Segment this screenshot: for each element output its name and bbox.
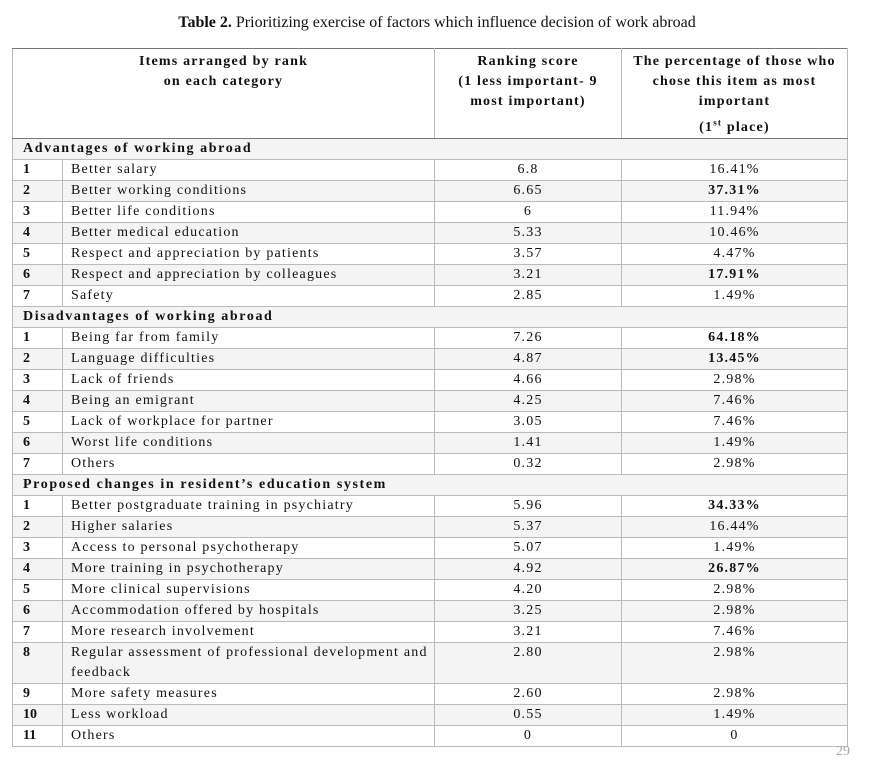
- percent-cell: 16.44%: [622, 516, 848, 537]
- item-cell: Safety: [63, 285, 435, 306]
- ranking-table: [12, 48, 848, 747]
- item-cell: Accommodation offered by hospitals: [63, 600, 435, 621]
- percent-cell: 7.46%: [622, 621, 848, 642]
- percent-cell: 1.49%: [622, 537, 848, 558]
- table-row: [13, 704, 848, 725]
- table-body: [13, 138, 848, 746]
- category-row: [13, 138, 848, 159]
- table-row: [13, 495, 848, 516]
- score-cell: 0.32: [435, 453, 622, 474]
- score-cell: 1.41: [435, 432, 622, 453]
- table-row: [13, 201, 848, 222]
- score-cell: 4.92: [435, 558, 622, 579]
- table-row: [13, 432, 848, 453]
- score-cell: 6.8: [435, 159, 622, 180]
- percent-cell: 64.18%: [622, 327, 848, 348]
- rank-cell: 6: [13, 432, 63, 453]
- item-cell: More clinical supervisions: [63, 579, 435, 600]
- score-cell: 4.66: [435, 369, 622, 390]
- percent-cell: 11.94%: [622, 201, 848, 222]
- rank-cell: 5: [13, 243, 63, 264]
- item-cell: Access to personal psychotherapy: [63, 537, 435, 558]
- rank-cell: 2: [13, 180, 63, 201]
- item-cell: Lack of workplace for partner: [63, 411, 435, 432]
- score-cell: 5.37: [435, 516, 622, 537]
- score-cell: 5.33: [435, 222, 622, 243]
- table-row: [13, 621, 848, 642]
- rank-cell: 1: [13, 159, 63, 180]
- percent-cell: 26.87%: [622, 558, 848, 579]
- rank-cell: 1: [13, 495, 63, 516]
- header-percentage-place: (1st place): [699, 117, 770, 135]
- item-cell: Better medical education: [63, 222, 435, 243]
- rank-cell: 9: [13, 683, 63, 704]
- table-row: [13, 159, 848, 180]
- table-row: [13, 390, 848, 411]
- page-number: 29: [836, 744, 850, 759]
- table-row: [13, 600, 848, 621]
- score-cell: 3.21: [435, 264, 622, 285]
- table-row: [13, 537, 848, 558]
- table-row: [13, 348, 848, 369]
- table-row: [13, 369, 848, 390]
- item-cell: Others: [63, 453, 435, 474]
- item-cell: Others: [63, 725, 435, 746]
- rank-cell: 7: [13, 285, 63, 306]
- item-cell: Respect and appreciation by patients: [63, 243, 435, 264]
- score-cell: 6.65: [435, 180, 622, 201]
- score-cell: 2.80: [435, 642, 622, 683]
- score-cell: 0.55: [435, 704, 622, 725]
- percent-cell: 1.49%: [622, 704, 848, 725]
- rank-cell: 5: [13, 411, 63, 432]
- score-cell: 4.25: [435, 390, 622, 411]
- table-row: [13, 180, 848, 201]
- score-cell: 4.87: [435, 348, 622, 369]
- rank-cell: 5: [13, 579, 63, 600]
- percent-cell: 13.45%: [622, 348, 848, 369]
- category-title: Disadvantages of working abroad: [13, 306, 848, 327]
- table-row: [13, 516, 848, 537]
- header-percentage-main: The percentage of those who chose this item as most important: [633, 54, 836, 109]
- item-cell: More safety measures: [63, 683, 435, 704]
- item-cell: Language difficulties: [63, 348, 435, 369]
- rank-cell: 4: [13, 558, 63, 579]
- percent-cell: 16.41%: [622, 159, 848, 180]
- item-cell: More research involvement: [63, 621, 435, 642]
- percent-cell: 7.46%: [622, 411, 848, 432]
- score-cell: 2.85: [435, 285, 622, 306]
- item-cell: Less workload: [63, 704, 435, 725]
- percent-cell: 2.98%: [622, 369, 848, 390]
- percent-cell: 2.98%: [622, 600, 848, 621]
- score-cell: 6: [435, 201, 622, 222]
- rank-cell: 4: [13, 390, 63, 411]
- header-percentage: [622, 49, 848, 139]
- item-cell: More training in psychotherapy: [63, 558, 435, 579]
- percent-cell: 17.91%: [622, 264, 848, 285]
- score-cell: 3.57: [435, 243, 622, 264]
- score-cell: 7.26: [435, 327, 622, 348]
- table-row: [13, 285, 848, 306]
- item-cell: Worst life conditions: [63, 432, 435, 453]
- score-cell: 4.20: [435, 579, 622, 600]
- percent-cell: 2.98%: [622, 642, 848, 683]
- rank-cell: 6: [13, 600, 63, 621]
- category-title: Advantages of working abroad: [13, 138, 848, 159]
- rank-cell: 3: [13, 537, 63, 558]
- table-row: [13, 327, 848, 348]
- rank-cell: 7: [13, 453, 63, 474]
- rank-cell: 3: [13, 201, 63, 222]
- item-cell: Better salary: [63, 159, 435, 180]
- table-caption-text: Prioritizing exercise of factors which influence decision of work abroad: [235, 14, 696, 31]
- table-row: [13, 453, 848, 474]
- percent-cell: 34.33%: [622, 495, 848, 516]
- table-row: [13, 222, 848, 243]
- table-row: [13, 683, 848, 704]
- score-cell: 3.21: [435, 621, 622, 642]
- item-cell: Better working conditions: [63, 180, 435, 201]
- rank-cell: 2: [13, 516, 63, 537]
- percent-cell: 2.98%: [622, 453, 848, 474]
- table-row: [13, 243, 848, 264]
- percent-cell: 1.49%: [622, 285, 848, 306]
- table-row: [13, 725, 848, 746]
- score-cell: 5.07: [435, 537, 622, 558]
- category-row: [13, 474, 848, 495]
- percent-cell: 1.49%: [622, 432, 848, 453]
- item-cell: Respect and appreciation by colleagues: [63, 264, 435, 285]
- rank-cell: 4: [13, 222, 63, 243]
- category-row: [13, 306, 848, 327]
- item-cell: Being an emigrant: [63, 390, 435, 411]
- percent-cell: 2.98%: [622, 579, 848, 600]
- table-caption: [0, 14, 874, 32]
- percent-cell: 4.47%: [622, 243, 848, 264]
- rank-cell: 8: [13, 642, 63, 683]
- rank-cell: 1: [13, 327, 63, 348]
- percent-cell: 0: [622, 725, 848, 746]
- table-row: [13, 264, 848, 285]
- rank-cell: 11: [13, 725, 63, 746]
- score-cell: 3.05: [435, 411, 622, 432]
- table-row: [13, 558, 848, 579]
- rank-cell: 3: [13, 369, 63, 390]
- score-cell: 5.96: [435, 495, 622, 516]
- score-cell: 0: [435, 725, 622, 746]
- score-cell: 3.25: [435, 600, 622, 621]
- rank-cell: 2: [13, 348, 63, 369]
- item-cell: Being far from family: [63, 327, 435, 348]
- rank-cell: 10: [13, 704, 63, 725]
- rank-cell: 7: [13, 621, 63, 642]
- item-cell: Higher salaries: [63, 516, 435, 537]
- table-row: [13, 411, 848, 432]
- score-cell: 2.60: [435, 683, 622, 704]
- percent-cell: 2.98%: [622, 683, 848, 704]
- header-items: Items arranged by rank on each category: [13, 49, 435, 139]
- rank-cell: 6: [13, 264, 63, 285]
- header-ranking-score: Ranking score (1 less important- 9 most important): [435, 49, 622, 139]
- table-row: [13, 642, 848, 683]
- item-cell: Regular assessment of professional development and feedback: [63, 642, 435, 683]
- table-row: [13, 579, 848, 600]
- percent-cell: 10.46%: [622, 222, 848, 243]
- category-title: Proposed changes in resident’s education system: [13, 474, 848, 495]
- item-cell: Better postgraduate training in psychiatry: [63, 495, 435, 516]
- table-caption-label: Table 2.: [178, 14, 232, 31]
- item-cell: Better life conditions: [63, 201, 435, 222]
- item-cell: Lack of friends: [63, 369, 435, 390]
- percent-cell: 7.46%: [622, 390, 848, 411]
- table-header-row: [13, 49, 848, 139]
- percent-cell: 37.31%: [622, 180, 848, 201]
